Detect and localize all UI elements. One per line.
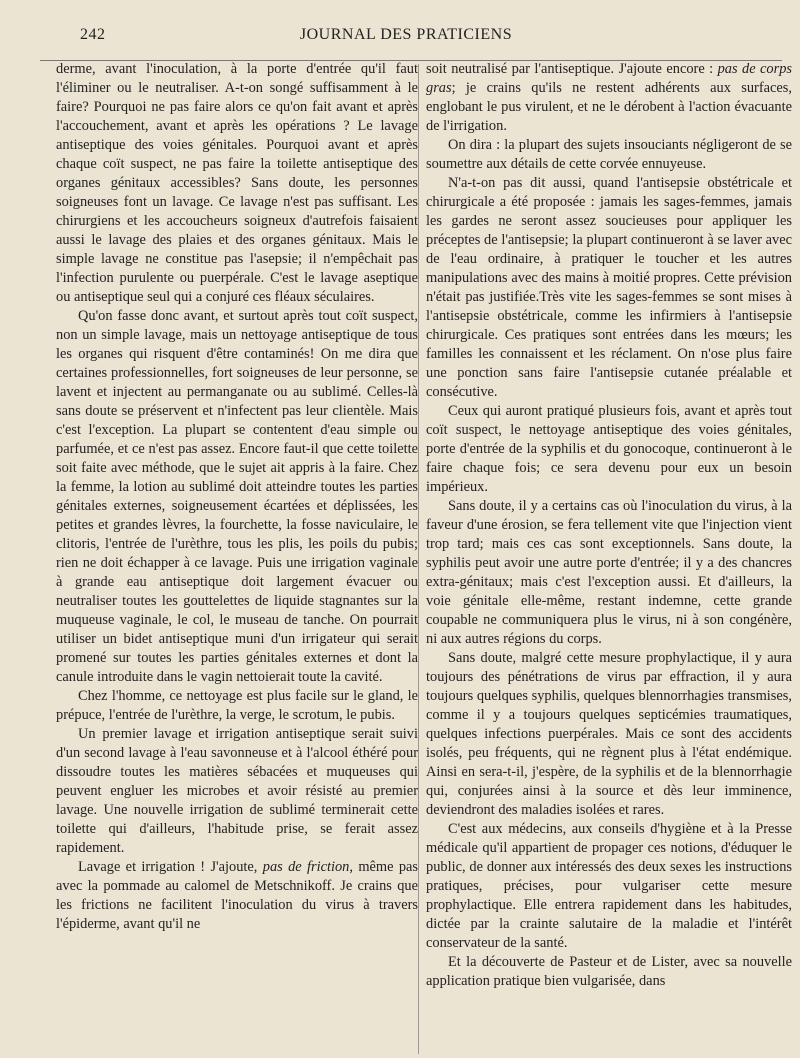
paragraph: N'a-t-on pas dit aussi, quand l'antisepsie obstétricale et chirurgicale a été proposée : jamais les sages-femmes, jamais les gardes ne seront assez soucieuses pour appliquer les préceptes de l'antisepsie; la plupart continueront à se laver avec de l'eau ordinaire, à pratiquer le toucher et les autres manipulations avec des mains à moitié propres. Cette prévision n'était pas justifiée.Très vite les sages-femmes se sont mises à l'antisepsie obstétricale, comme les infirmiers à l'antisepsie chirurgicale. Ces pratiques sont entrées dans les mœurs; les familles les connaissent et les réclament. On n'ose plus faire une ponction sans faire l'antisepsie cutanée préalable et consécutive.	[426, 175, 792, 400]
paragraph	[56, 858, 418, 934]
italic-phrase: pas de corps gras	[426, 61, 792, 96]
paragraph-text: ; je crains qu'ils ne restent adhérents aux surfaces, englobant le pus virulent, et ne le dérobent à l'action évacuante de l'irrigation.	[426, 80, 792, 134]
paragraph-text: Lavage et irrigation ! J'ajoute,	[78, 859, 263, 875]
italic-phrase: pas de friction	[262, 859, 350, 875]
running-header	[52, 26, 760, 48]
paragraph: Sans doute, il y a certains cas où l'inoculation du virus, à la faveur d'une érosion, se fera tellement vite que l'injection vient trop tard; mais ces cas sont exceptionnels. Sans doute, la syphilis peut avoir une autre porte d'entrée; il y a des chancres extra-génitaux; mais c'est l'exception aussi. Et d'ailleurs, la voie génitale elle-même, restant indemne, cette grande coupable ne communiquera plus le virus, ni à son congénère, ni aux autres régions du corps.	[426, 498, 792, 647]
running-title: JOURNAL DES PRATICIENS	[299, 26, 513, 43]
paragraph: On dira : la plupart des sujets insouciants négligeront de se soumettre aux détails de cette corvée ennuyeuse.	[426, 137, 792, 172]
right-column	[426, 60, 792, 991]
paragraph: Et la découverte de Pasteur et de Lister, avec sa nouvelle application pratique bien vulgarisée, dans	[426, 954, 792, 989]
paragraph-text: soit neutralisé par l'antiseptique. J'ajoute encore :	[426, 61, 718, 77]
paragraph: derme, avant l'inoculation, à la porte d'entrée qu'il faut l'éliminer ou le neutraliser. A-t-on songé suffisamment à le faire? Pourquoi ne pas faire alors ce qu'on fait avant et après l'accouchement, avant et après les opérations ? Le lavage antiseptique des voies génitales. Pourquoi avant et après chaque coït suspect, ne pas faire la toilette antiseptique des organes génitaux accessibles? Sans doute, les personnes soigneuses font un lavage. Ce lavage n'est pas suffisant. Les chirurgiens et les accoucheurs soigneux d'autrefois faisaient aussi le lavage des plaies et des organes génitaux. Mais le simple lavage ne constitue pas l'asepsie; il n'empêchait pas l'infection purulente ou puerpérale. C'est le lavage aseptique ou antiseptique seul qui a conjuré ces fléaux séculaires.	[56, 61, 418, 305]
paragraph: Ceux qui auront pratiqué plusieurs fois, avant et après tout coït suspect, le nettoyage antiseptique des voies génitales, porte d'entrée de la syphilis et du gonocoque, continueront à le faire chaque fois; ce sera devenu pour eux un besoin impérieux.	[426, 403, 792, 495]
column-divider	[418, 64, 419, 1054]
left-column	[56, 60, 418, 934]
paragraph: Un premier lavage et irrigation antiseptique serait suivi d'un second lavage à l'eau savonneuse et à l'alcool éthéré pour dissoudre toutes les matières sébacées et muqueuses qui peuvent engluer les microbes et avoir résisté au premier lavage. Une nouvelle irrigation de sublimé terminerait cette toilette qui d'ailleurs, l'habitude prise, se ferait assez rapidement.	[56, 726, 418, 856]
paragraph: Sans doute, malgré cette mesure prophylactique, il y aura toujours des pénétrations de virus par effraction, il y aura toujours quelques syphilis, quelques blennorrhagies transmises, comme il y a toujours quelques septicémies traumatiques, quelques infections puerpérales. Mais ce sont des accidents isolés, peu fréquents, qui ne règnent plus à l'état endémique. Ainsi en sera-t-il, j'espère, de la syphilis et de la blennorrhagie qui, conjurées ainsi à la source et dès leur imminence, deviendront des maladies isolées et rares.	[426, 650, 792, 818]
paragraph: Qu'on fasse donc avant, et surtout après tout coït suspect, non un simple lavage, mais un nettoyage antiseptique de tous les organes qui risquent d'être contaminés! On me dira que certaines professionnelles, fort soigneuses de leur personne, se lavent et injectent au permanganate ou au sublimé. Celles-là sans doute se préservent et n'infectent pas leur clientèle. Mais c'est l'exception. La plupart se contentent d'eau simple ou parfumée, et ce n'est pas assez. Encore faut-il que cette toilette soit faite avec méthode, que le sujet ait appris à la faire. Chez la femme, la lotion au sublimé doit atteindre toutes les parties génitales externes, soigneusement écartées et déplissées, les petites et grandes lèvres, la fourchette, la fosse naviculaire, le clitoris, l'entrée de l'urèthre, tous les plis, les poils du pubis; rien ne doit échapper à ce lavage. Puis une irrigation vaginale à grande eau antiseptique doit largement évacuer ou neutraliser toutes les gouttelettes de liquide stagnantes sur la muqueuse vaginale, le col, le museau de tanche. On pourrait utiliser un bidet antiseptique muni d'un irrigateur qui serait promené sur toutes les parties génitales externes et dont la canule introduite dans le vagin nettoierait toute la cavité.	[56, 308, 418, 685]
paragraph-text: , même pas avec la pommade au calomel de Metschnikoff. Je crains que les frictions ne facilitent l'inoculation du virus à travers l'épiderme, avant qu'il ne	[56, 859, 419, 932]
page-number: 242	[80, 26, 106, 43]
paragraph: Chez l'homme, ce nettoyage est plus facile sur le gland, le prépuce, l'entrée de l'urèthre, la verge, le scrotum, le pubis.	[56, 688, 418, 723]
paragraph	[426, 60, 792, 136]
paragraph: C'est aux médecins, aux conseils d'hygiène et à la Presse médicale qu'il appartient de propager ces notions, d'éduquer le public, de donner aux intéressés des deux sexes les instructions pratiques, précises, pour vulgariser cette mesure prophylactique. Elle entrera rapidement dans les habitudes, dictée par la crainte salutaire de la maladie et l'intérêt conservateur de la santé.	[426, 821, 792, 951]
